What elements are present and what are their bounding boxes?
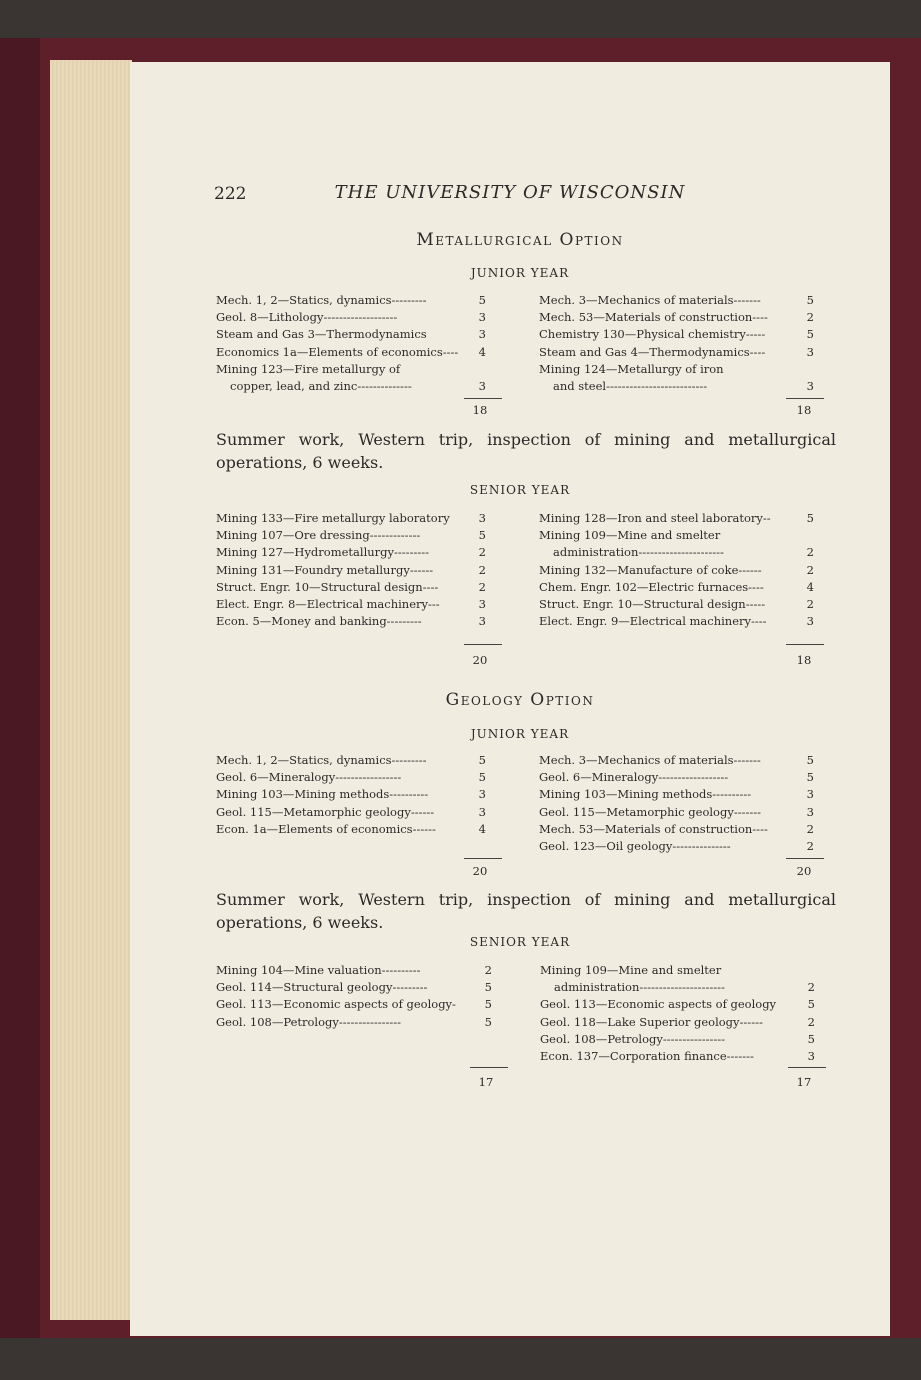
course-row: Mining 103—Mining methods---------- 3 <box>539 787 814 802</box>
course-row: Geol. 108—Petrology---------------- 5 <box>540 1031 815 1046</box>
credit-total: 20 <box>472 864 488 878</box>
course-column-right <box>539 510 814 630</box>
course-row: Chemistry 130—Physical chemistry----- 5 <box>539 327 814 342</box>
credit-total: 20 <box>472 653 488 667</box>
course-row: Econ. 137—Corporation finance------- 3 <box>540 1048 815 1063</box>
course-row: Mining 131—Foundry metallurgy------ 2 <box>216 562 486 577</box>
course-row: Mining 107—Ore dressing------------- 5 <box>216 528 486 543</box>
course-row: administration---------------------- 2 <box>553 545 814 560</box>
course-row: Mining 104—Mine valuation---------- 2 <box>216 963 492 977</box>
course-column-left <box>216 752 486 838</box>
course-row: Chem. Engr. 102—Electric furnaces---- 4 <box>539 579 814 594</box>
section-title-geology: Geology Option <box>445 690 595 710</box>
course-row: Mech. 1, 2—Statics, dynamics--------- 5 <box>216 753 486 767</box>
course-row: Economics 1a—Elements of economics---- 4 <box>216 344 486 359</box>
course-row: Steam and Gas 4—Thermodynamics---- 3 <box>539 344 814 359</box>
course-row: Mech. 3—Mechanics of materials------- 5 <box>539 293 814 307</box>
course-row: Geol. 6—Mineralogy------------------ 5 <box>539 770 814 785</box>
page-edges <box>50 60 132 1320</box>
total-rule <box>786 858 824 859</box>
course-row: Geol. 114—Structural geology--------- 5 <box>216 980 492 995</box>
course-row: Geol. 6—Mineralogy----------------- 5 <box>216 770 486 785</box>
course-row: Elect. Engr. 9—Electrical machinery---- 3 <box>539 614 814 629</box>
total-rule <box>464 398 502 399</box>
course-row: Mining 103—Mining methods---------- 3 <box>216 787 486 802</box>
course-row: Geol. 113—Economic aspects of geology- 5 <box>216 997 492 1012</box>
credit-total: 20 <box>796 864 812 878</box>
course-row: Mining 128—Iron and steel laboratory-- 5 <box>539 511 814 525</box>
course-column-left <box>216 510 486 630</box>
course-column-right <box>539 752 814 855</box>
total-rule <box>464 644 502 645</box>
credit-total: 17 <box>478 1075 494 1089</box>
course-row: Steam and Gas 3—Thermodynamics 3 <box>216 327 486 342</box>
course-row: Econ. 5—Money and banking--------- 3 <box>216 614 486 629</box>
total-rule <box>464 858 502 859</box>
course-row: Mech. 3—Mechanics of materials------- 5 <box>539 753 814 767</box>
course-column-right <box>540 962 815 1065</box>
course-row: Geol. 8—Lithology------------------- 3 <box>216 310 486 325</box>
course-column-left <box>216 292 486 395</box>
course-row: Geol. 115—Metamorphic geology------ 3 <box>216 804 486 819</box>
course-row: Geol. 118—Lake Superior geology------ 2 <box>540 1014 815 1029</box>
total-rule <box>788 1067 826 1068</box>
credit-total: 18 <box>796 653 812 667</box>
course-row: Geol. 115—Metamorphic geology------- 3 <box>539 804 814 819</box>
course-row: Elect. Engr. 8—Electrical machinery--- 3 <box>216 596 486 611</box>
course-row: Mech. 53—Materials of construction---- 2 <box>539 310 814 325</box>
course-row: Mining 109—Mine and smelter <box>539 528 721 543</box>
total-rule <box>786 644 824 645</box>
course-row: Geol. 113—Economic aspects of geology 5 <box>540 997 815 1012</box>
book-spine <box>0 38 40 1338</box>
section-title-metallurgical: Metallurgical Option <box>416 230 624 250</box>
course-row: Mech. 53—Materials of construction---- 2 <box>539 821 814 836</box>
junior-year-heading: JUNIOR YEAR <box>470 266 570 280</box>
total-rule <box>786 398 824 399</box>
senior-year-heading: SENIOR YEAR <box>469 935 571 949</box>
credit-total: 18 <box>796 403 812 417</box>
course-row: Mining 132—Manufacture of coke------ 2 <box>539 562 814 577</box>
course-row: and steel-------------------------- 3 <box>553 378 814 393</box>
course-row: copper, lead, and zinc-------------- 3 <box>230 378 486 393</box>
course-row: administration---------------------- 2 <box>554 980 815 995</box>
course-row: Struct. Engr. 10—Structural design---- 2 <box>216 579 486 594</box>
book-page <box>130 62 890 1336</box>
course-row: Mining 124—Metallurgy of iron <box>539 361 724 376</box>
total-rule <box>470 1067 508 1068</box>
course-row: Mining 123—Fire metallurgy of <box>216 361 401 376</box>
course-column-right <box>539 292 814 395</box>
course-column-left <box>216 962 492 1031</box>
course-row: Mining 127—Hydrometallurgy--------- 2 <box>216 545 486 560</box>
credit-total: 17 <box>796 1075 812 1089</box>
senior-year-heading: SENIOR YEAR <box>469 483 571 497</box>
course-row: Struct. Engr. 10—Structural design----- 2 <box>539 596 814 611</box>
credit-total: 18 <box>472 403 488 417</box>
course-row: Mech. 1, 2—Statics, dynamics--------- 5 <box>216 293 486 307</box>
course-row: Geol. 123—Oil geology--------------- 2 <box>539 838 814 853</box>
course-row: Mining 109—Mine and smelter <box>540 963 722 977</box>
page-number: 222 <box>214 184 247 204</box>
course-row: Econ. 1a—Elements of economics------ 4 <box>216 821 486 836</box>
course-row: Geol. 108—Petrology---------------- 5 <box>216 1014 492 1029</box>
summer-note: Summer work, Western trip, inspection of mining and metallurgical operations, 6 weeks. <box>216 430 836 472</box>
course-row: Mining 133—Fire metallurgy laboratory 3 <box>216 511 486 525</box>
running-head: THE UNIVERSITY OF WISCONSIN <box>334 182 686 203</box>
junior-year-heading: JUNIOR YEAR <box>470 727 570 741</box>
summer-note: Summer work, Western trip, inspection of mining and metallurgical operations, 6 weeks. <box>216 890 836 932</box>
